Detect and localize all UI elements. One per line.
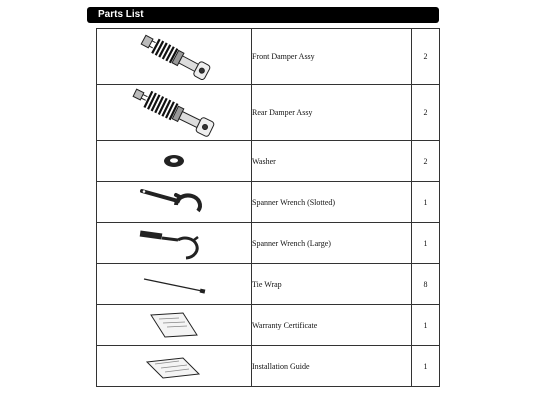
part-image-cell [97,182,252,223]
part-name: Washer [252,141,412,182]
front-damper-icon [129,31,219,83]
washer-icon [154,151,194,171]
part-quantity: 2 [412,141,440,182]
table-row [97,85,440,141]
table-row [97,305,440,346]
part-name: Spanner Wrench (Large) [252,223,412,264]
part-name: Front Damper Assy [252,29,412,85]
large-spanner-icon [134,226,214,260]
table-row [97,264,440,305]
part-name: Installation Guide [252,346,412,387]
part-quantity: 1 [412,182,440,223]
part-quantity: 1 [412,346,440,387]
table-row [97,346,440,387]
part-quantity: 2 [412,29,440,85]
part-name: Spanner Wrench (Slotted) [252,182,412,223]
parts-list-header [87,7,439,23]
part-quantity: 1 [412,223,440,264]
part-image-cell [97,346,252,387]
part-image-cell [97,223,252,264]
part-quantity: 8 [412,264,440,305]
part-name: Rear Damper Assy [252,85,412,141]
slotted-spanner-icon [134,185,214,219]
table-row [97,182,440,223]
table-row [97,223,440,264]
table-row [97,141,440,182]
part-image-cell [97,305,252,346]
part-name: Warranty Certificate [252,305,412,346]
part-image-cell [97,29,252,85]
part-quantity: 1 [412,305,440,346]
table-row [97,29,440,85]
part-name: Tie Wrap [252,264,412,305]
rear-damper-icon [124,87,224,139]
part-image-cell [97,141,252,182]
part-quantity: 2 [412,85,440,141]
installation-guide-icon [139,350,209,382]
part-image-cell [97,85,252,141]
warranty-certificate-icon [139,309,209,341]
parts-table [96,28,440,387]
tie-wrap-icon [134,269,214,299]
part-image-cell [97,264,252,305]
parts-list-title: Parts List [98,9,144,20]
